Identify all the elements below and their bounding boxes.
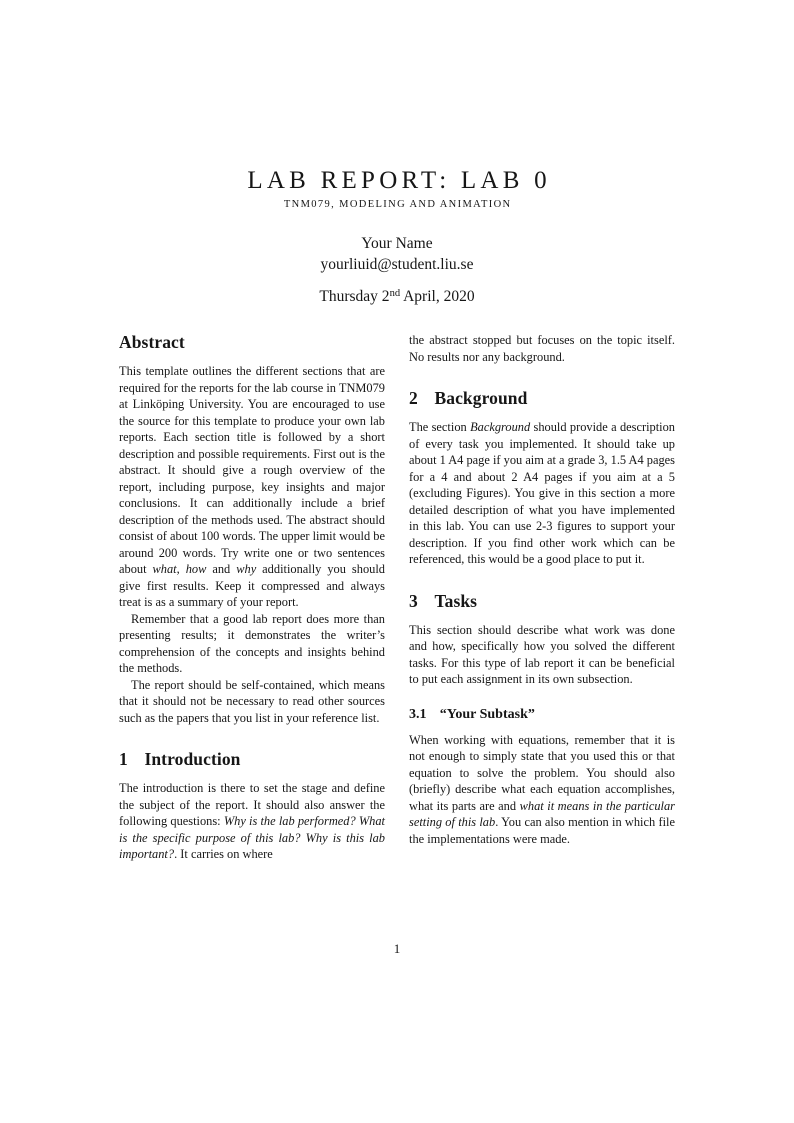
introduction-paragraph: The introduction is there to set the stage and define the subject of the report. It should also answer the following questions: Why is the lab performed? What is the specific purpose of this lab? Why is this lab important?. It carries on where	[119, 781, 385, 861]
two-column-body	[0, 332, 794, 863]
date-ordinal-suffix: nd	[389, 288, 401, 300]
section-number: 2	[409, 388, 418, 408]
section-title: Background	[434, 388, 528, 408]
page-footer	[0, 941, 794, 957]
author-name: Your Name	[361, 235, 433, 252]
section-number: 3	[409, 590, 418, 611]
section-heading-tasks	[409, 591, 675, 612]
abstract-paragraph-1: This template outlines the different sections that are required for the reports for the lab course in TNM079 at Linköping University. You are encouraged to use the source for this template to produce your own lab reports. Each section title is followed by a short description and possible requirements. First out is the abstract. It should give a rough overview of the report, including purpose, key insights and major conclusions. It can additionally include a brief description of the methods used. The abstract should consist of about 100 words. The upper limit would be around 200 words. Try write one or two sentences about what, how and why additionally you should give first results. Keep it compressed and always treat is as a summary of your report.	[119, 364, 385, 609]
abstract-paragraph-3: The report should be self-contained, which means that it should not be necessary to read other sources such as the papers that you list in your reference list.	[119, 677, 385, 725]
date-prefix: Thursday 2	[319, 288, 390, 305]
abstract-heading: Abstract	[119, 332, 185, 352]
right-column	[409, 332, 675, 863]
date-suffix: April, 2020	[400, 288, 475, 305]
background-paragraph: The section Background should provide a description of every task you implemented. It should take up about 1 A4 page if you aim at a grade 3, 1.5 A4 pages for a 4 and about 2 A4 pages if you aim at a 5 (excluding Figures). You give in this section a more detailed description of what you have implemented in this lab. You can use 2-3 figures to support your description. If you find other work which can be referenced, this would be a good place to put it.	[409, 420, 676, 566]
section-number: 1	[119, 749, 128, 769]
document-subtitle: TNM079, MODELING AND ANIMATION	[283, 199, 512, 210]
subsection-title: “Your Subtask”	[439, 706, 535, 722]
abstract-paragraph-2: Remember that a good lab report does more than presenting results; it demonstrates the writer’s comprehension of the concepts and insights behind the methods.	[119, 611, 385, 675]
document-title: LAB REPORT: LAB 0	[247, 167, 551, 194]
section-title: Introduction	[144, 749, 241, 769]
subsection-number: 3.1	[409, 706, 427, 722]
subsection-heading-your-subtask	[409, 706, 675, 723]
date-line	[0, 287, 794, 306]
tasks-paragraph: This section should describe what work was done and how, specifically how you solved the different tasks. For this type of lab report it can be beneficial to put each assignment in its own subsection.	[409, 622, 675, 686]
author-email: yourliuid@student.liu.se	[320, 256, 474, 273]
subtask-paragraph: When working with equations, remember that it is not enough to simply state that you used this or that equation to solve the problem. You should also (briefly) describe what each equation accomplishes, what its parts are and what it means in the particular setting of this lab. You can also mention in which file the implementations were made.	[409, 732, 675, 846]
section-title: Tasks	[434, 590, 478, 611]
introduction-paragraph-continued: the abstract stopped but focuses on the topic itself. No results nor any background.	[409, 333, 675, 364]
section-heading-background	[409, 388, 675, 409]
section-heading-introduction	[119, 749, 385, 770]
left-column	[119, 332, 385, 863]
page-number: 1	[393, 941, 401, 956]
title-block	[0, 0, 794, 332]
